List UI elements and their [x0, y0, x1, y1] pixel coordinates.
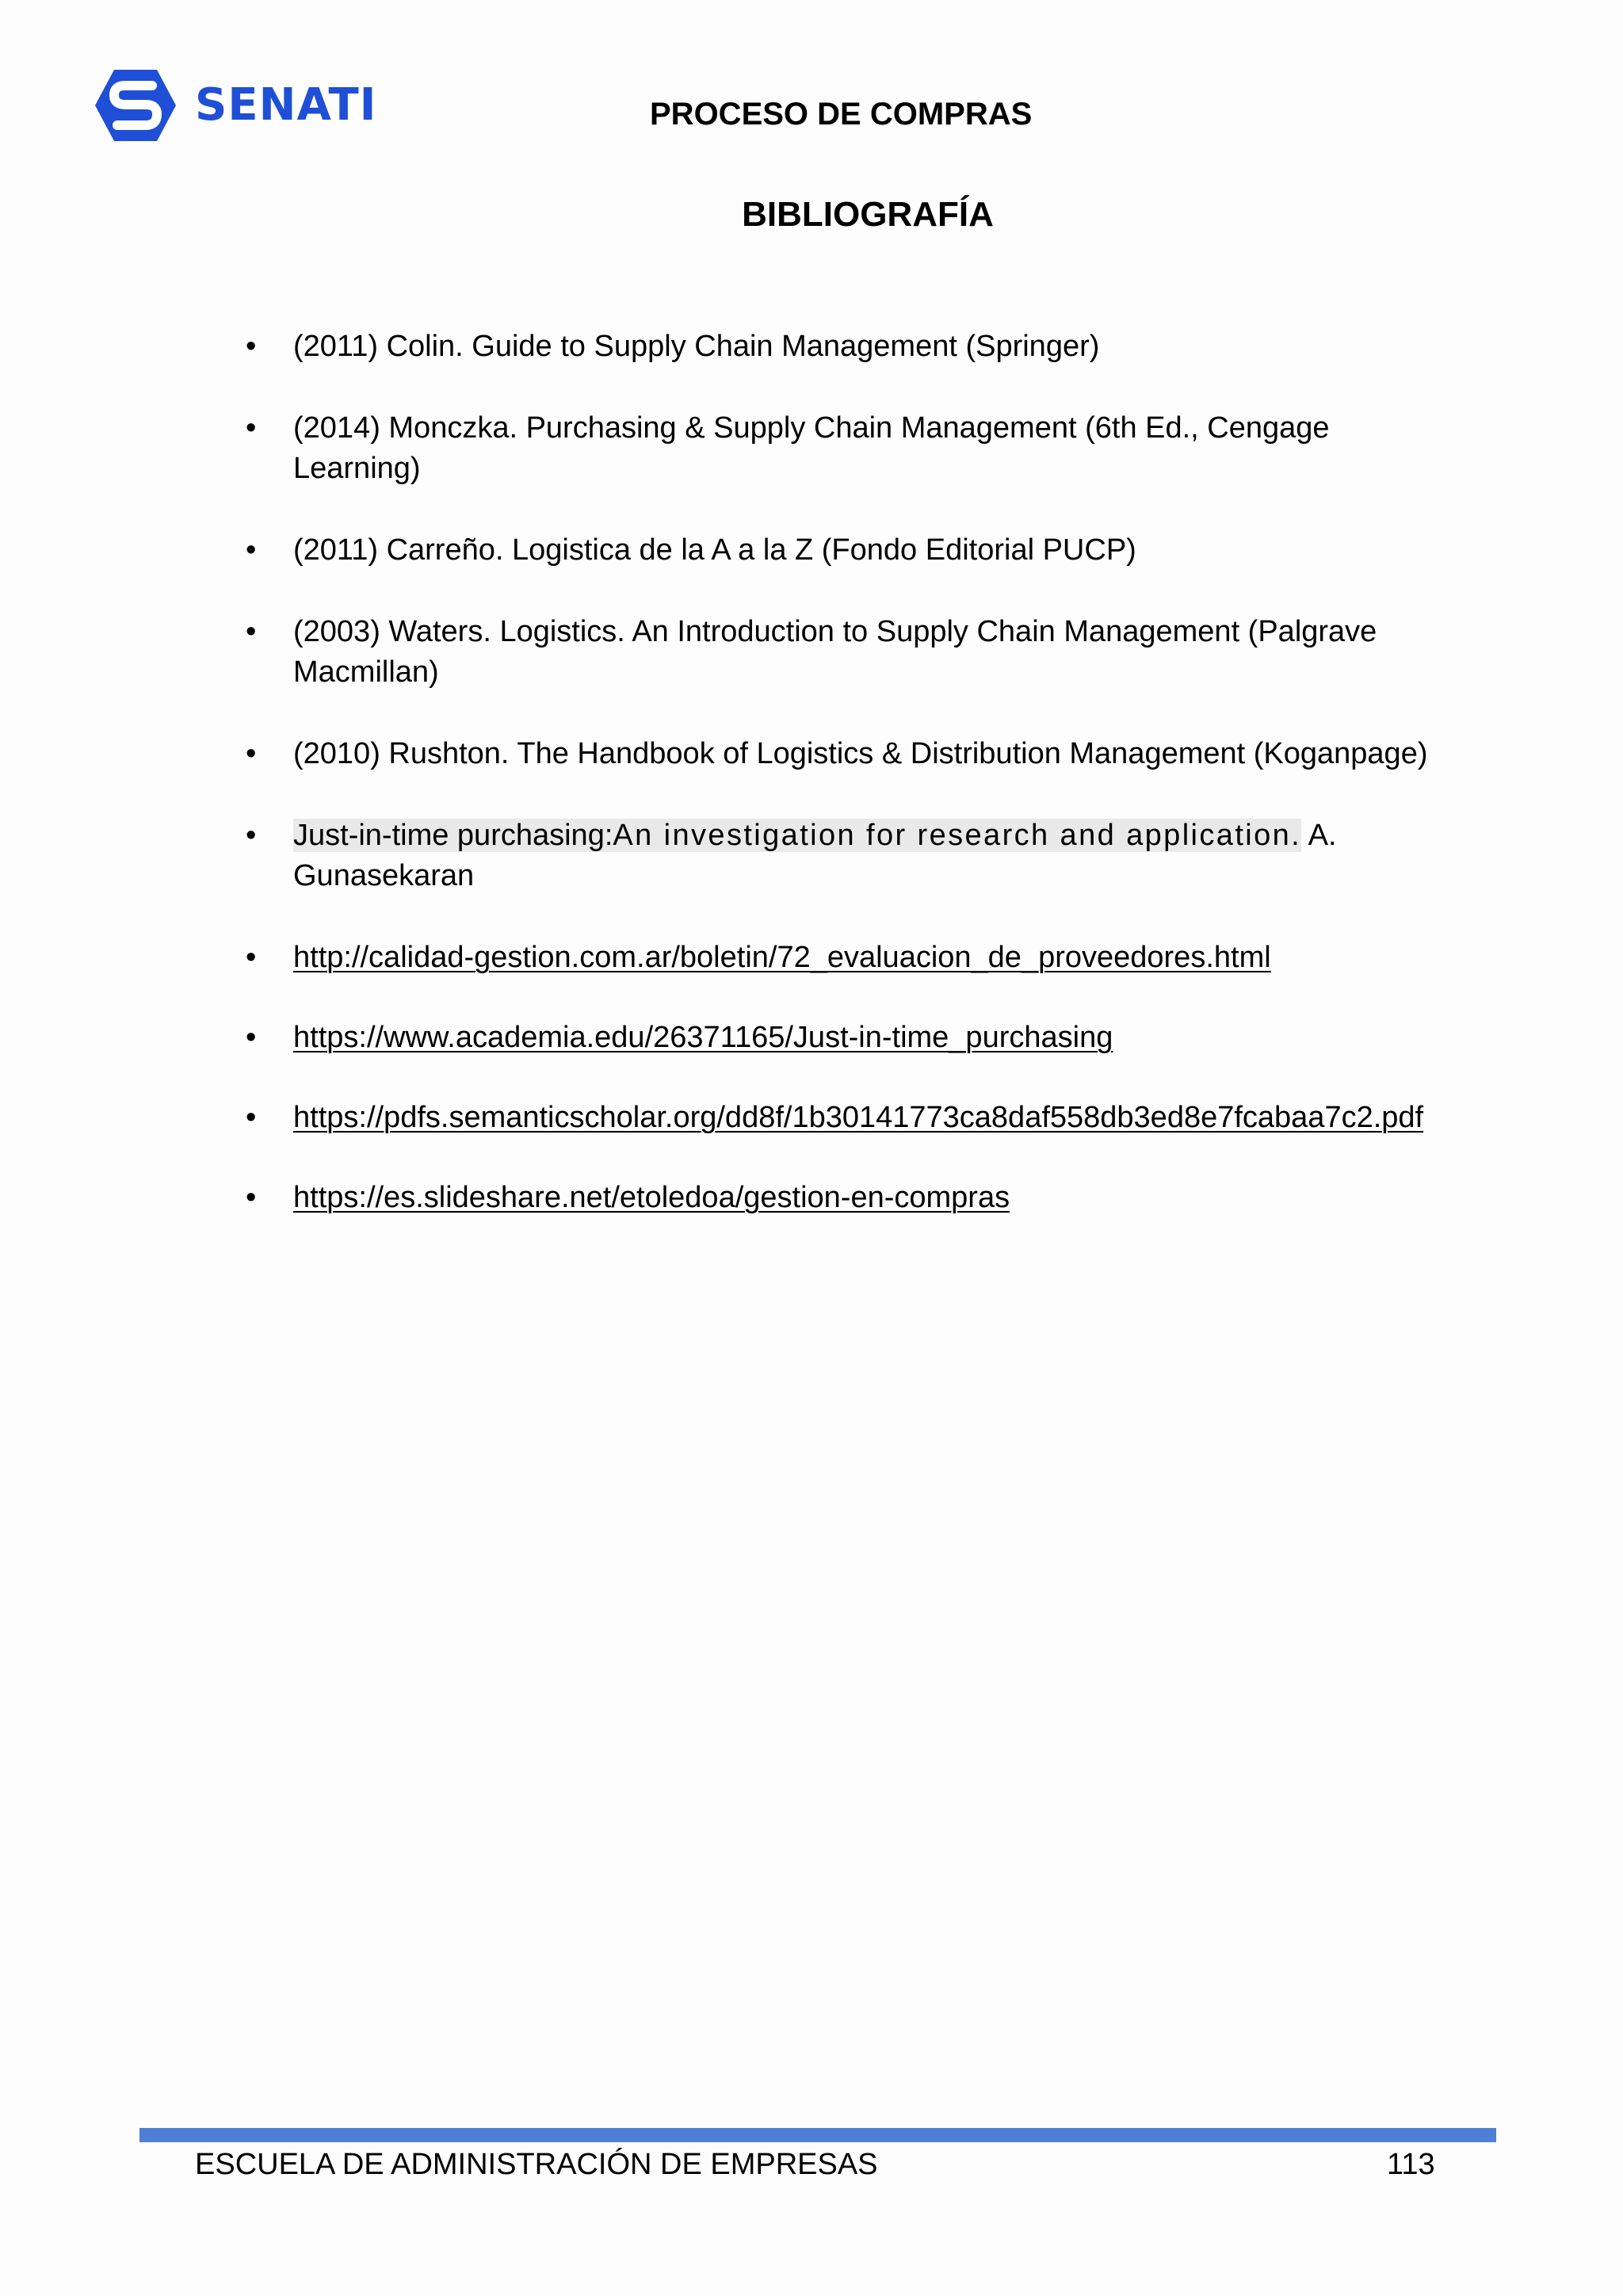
bibliography-item — [246, 938, 1450, 978]
highlighted-title-part: Just-in-time purchasing: — [293, 819, 613, 852]
reference-text: (2003) Waters. Logistics. An Introduction to Supply Chain Management (Palgrave Macmillan) — [293, 615, 1377, 689]
bibliography-item — [246, 1018, 1450, 1058]
bullet-icon: • — [246, 819, 257, 852]
reference-text: (2014) Monczka. Purchasing & Supply Chain Management (6th Ed., Cengage Learning) — [293, 411, 1330, 485]
bibliography-item — [246, 734, 1450, 774]
footer-school-name: ESCUELA DE ADMINISTRACIÓN DE EMPRESAS — [195, 2148, 878, 2181]
bibliography-item — [246, 1098, 1450, 1138]
senati-logo — [94, 68, 376, 143]
highlighted-title-part: An investigation for research and application. — [613, 819, 1302, 852]
bibliography-item — [246, 816, 1450, 896]
bullet-icon: • — [246, 330, 257, 363]
bullet-icon: • — [246, 533, 257, 567]
reference-link[interactable]: https://es.slideshare.net/etoledoa/gestion-en-compras — [293, 1181, 1010, 1214]
senati-logo-icon — [94, 68, 178, 143]
highlighted-title — [293, 819, 1301, 852]
page-title: BIBLIOGRAFÍA — [742, 195, 994, 234]
reference-link[interactable]: https://pdfs.semanticscholar.org/dd8f/1b30141773ca8daf558db3ed8e7fcabaa7c2.pdf — [293, 1101, 1424, 1134]
bullet-icon: • — [246, 737, 257, 770]
reference-text: (2011) Carreño. Logistica de la A a la Z (Fondo Editorial PUCP) — [293, 533, 1136, 567]
logo-wordmark: SENATI — [195, 79, 377, 131]
bibliography-item — [246, 408, 1450, 489]
bullet-icon: • — [246, 941, 257, 974]
bibliography-item — [246, 530, 1450, 571]
bullet-icon: • — [246, 1181, 257, 1214]
reference-author: A. Gunasekaran — [293, 819, 1337, 892]
reference-text: (2010) Rushton. The Handbook of Logistics & Distribution Management (Koganpage) — [293, 737, 1428, 770]
reference-link[interactable]: https://www.academia.edu/26371165/Just-in-time_purchasing — [293, 1021, 1113, 1054]
page-title-wrap — [0, 195, 1623, 235]
bullet-icon: • — [246, 615, 257, 648]
reference-text: (2011) Colin. Guide to Supply Chain Management (Springer) — [293, 330, 1100, 363]
bullet-icon: • — [246, 411, 257, 445]
bullet-icon: • — [246, 1021, 257, 1054]
running-title: PROCESO DE COMPRAS — [650, 97, 1033, 132]
bibliography-list — [246, 327, 1450, 1258]
bibliography-item — [246, 327, 1450, 367]
reference-link[interactable]: http://calidad-gestion.com.ar/boletin/72_evaluacion_de_proveedores.html — [293, 941, 1271, 974]
bibliography-item — [246, 612, 1450, 693]
bibliography-item — [246, 1178, 1450, 1218]
page-number: 113 — [1387, 2148, 1435, 2181]
bullet-icon: • — [246, 1101, 257, 1134]
footer-divider-bar — [139, 2128, 1496, 2142]
